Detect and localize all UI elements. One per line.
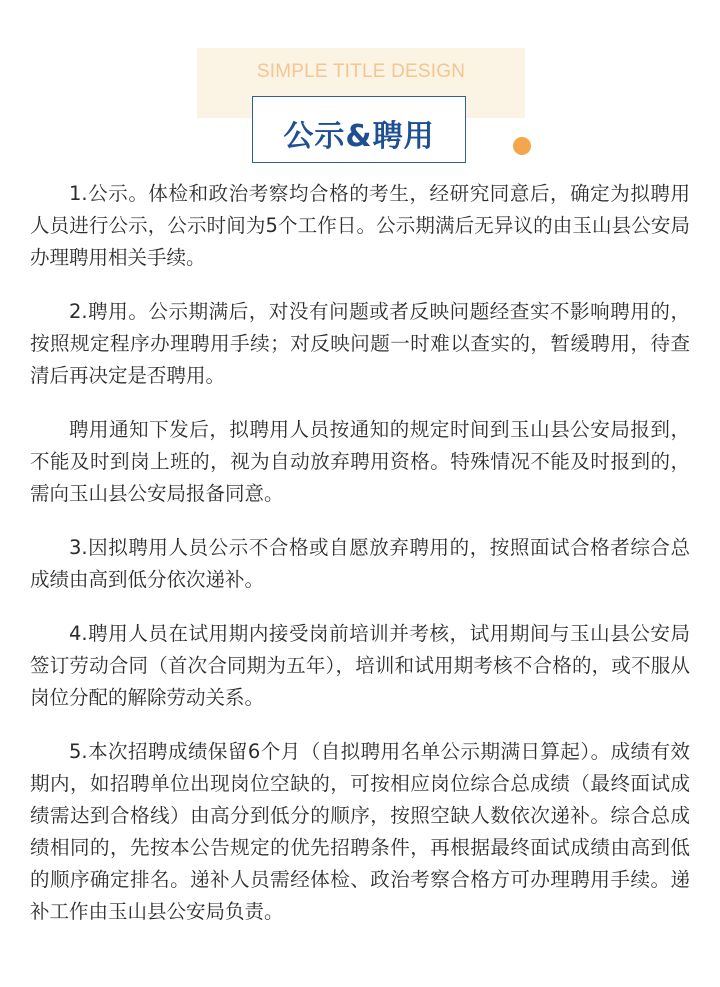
title-subtitle-en: SIMPLE TITLE DESIGN	[256, 61, 466, 82]
paragraph-substitution: 3.因拟聘用人员公示不合格或自愿放弃聘用的，按照面试合格者综合总成绩由高到低分依次递补。	[30, 536, 690, 591]
paragraph-publicity: 1.公示。体检和政治考察均合格的考生，经研究同意后，确定为拟聘用人员进行公示，公示时间为5个工作日。公示期满后无异议的由玉山县公安局办理聘用相关手续。	[30, 182, 690, 269]
decorative-dot-icon	[513, 137, 531, 155]
title-block	[197, 48, 525, 168]
article-body	[30, 178, 690, 950]
paragraph-score-validity: 5.本次招聘成绩保留6个月（自拟聘用名单公示期满日算起）。成绩有效期内，如招聘单位出现岗位空缺的，可按相应岗位综合总成绩（最终面试成绩需达到合格线）由高分到低分的顺序，按照空缺人数依次递补。综合总成绩相同的，先按本公告规定的优先招聘条件，再根据最终面试成绩由高到低的顺序确定排名。递补人员需经体检、政治考察合格方可办理聘用手续。递补工作由玉山县公安局负责。	[30, 740, 690, 923]
paragraph-report-notice: 聘用通知下发后，拟聘用人员按通知的规定时间到玉山县公安局报到，不能及时到岗上班的，视为自动放弃聘用资格。特殊情况不能及时报到的，需向玉山县公安局报备同意。	[30, 418, 690, 505]
page-title: 公示&聘用	[283, 119, 435, 154]
title-box	[252, 96, 466, 163]
paragraph-probation: 4.聘用人员在试用期内接受岗前培训并考核，试用期间与玉山县公安局签订劳动合同（首次合同期为五年），培训和试用期考核不合格的，或不服从岗位分配的解除劳动关系。	[30, 622, 690, 709]
paragraph-employment: 2.聘用。公示期满后，对没有问题或者反映问题经查实不影响聘用的，按照规定程序办理聘用手续；对反映问题一时难以查实的，暂缓聘用，待查清后再决定是否聘用。	[30, 300, 690, 387]
